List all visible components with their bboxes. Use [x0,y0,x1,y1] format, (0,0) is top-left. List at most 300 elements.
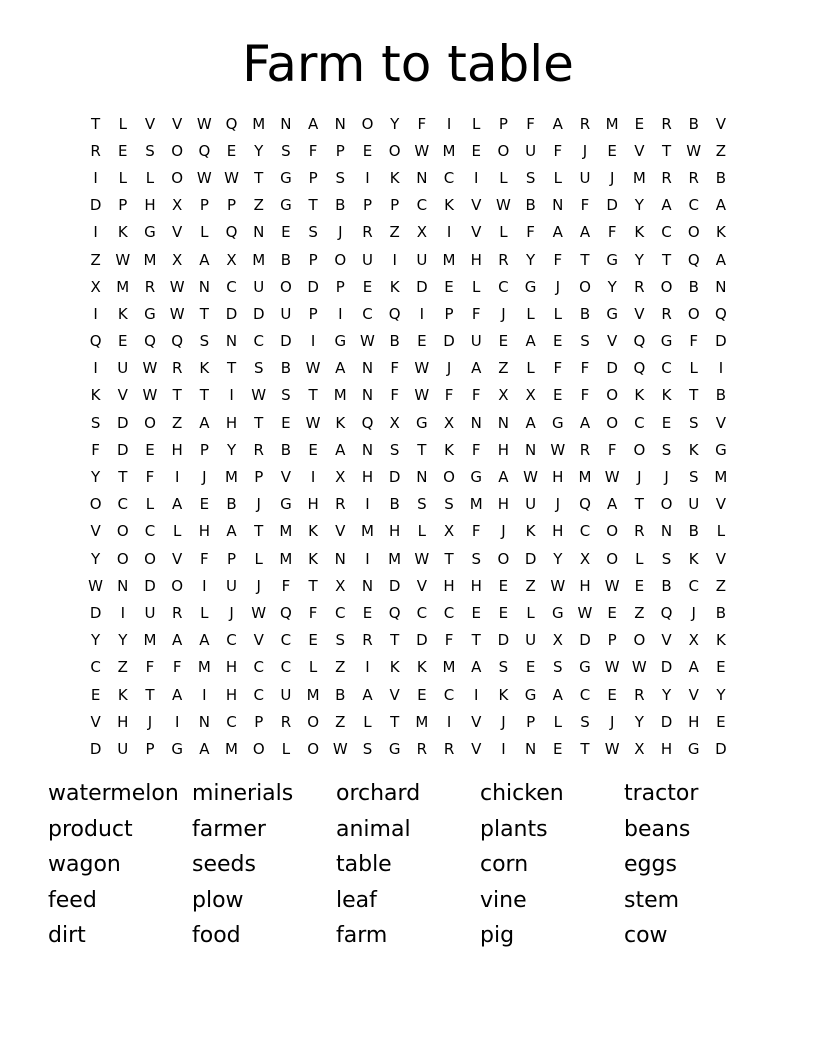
grid-letter[interactable]: O [579,277,591,296]
grid-letter[interactable]: A [498,468,509,487]
grid-letter[interactable]: Z [715,141,727,160]
grid-letter[interactable]: Y [254,141,264,160]
grid-letter[interactable]: L [145,168,155,187]
grid-letter[interactable]: O [89,495,102,514]
grid-letter[interactable]: K [688,440,699,459]
grid-letter[interactable]: D [660,658,673,677]
grid-letter[interactable]: Q [225,223,238,242]
grid-letter[interactable]: M [143,250,157,269]
grid-letter[interactable]: O [443,468,455,487]
grid-letter[interactable]: Y [661,685,672,704]
grid-letter[interactable]: S [335,631,346,650]
grid-letter[interactable]: O [606,386,619,405]
grid-letter[interactable]: T [145,685,155,704]
grid-letter[interactable]: M [415,712,429,731]
grid-letter[interactable]: I [392,250,397,269]
grid-letter[interactable]: C [90,658,101,677]
grid-letter[interactable]: G [334,332,347,351]
grid-letter[interactable]: B [280,359,292,378]
grid-letter[interactable]: Q [280,603,292,622]
grid-letter[interactable]: H [198,522,210,541]
grid-letter[interactable]: D [416,277,428,296]
grid-letter[interactable]: C [253,685,264,704]
grid-letter[interactable]: R [661,168,672,187]
grid-letter[interactable]: H [552,468,564,487]
grid-letter[interactable]: L [417,522,427,541]
grid-letter[interactable]: I [474,685,479,704]
grid-letter[interactable]: W [196,168,212,187]
grid-letter[interactable]: P [362,196,372,215]
grid-letter[interactable]: F [308,141,318,160]
grid-letter[interactable]: F [553,141,563,160]
grid-letter[interactable]: O [144,413,156,432]
grid-letter[interactable]: P [335,277,345,296]
grid-letter[interactable]: F [200,549,209,568]
grid-letter[interactable]: Z [172,413,183,432]
grid-letter[interactable]: M [442,141,456,160]
grid-letter[interactable]: N [225,332,238,351]
grid-letter[interactable]: J [338,223,343,242]
grid-letter[interactable]: L [145,495,155,514]
grid-letter[interactable]: T [390,712,400,731]
grid-letter[interactable]: R [661,304,672,323]
grid-letter[interactable]: T [199,386,209,405]
grid-letter[interactable]: O [334,250,347,269]
grid-letter[interactable]: S [444,495,454,514]
grid-letter[interactable]: V [172,223,183,242]
grid-letter[interactable]: P [390,196,400,215]
grid-letter[interactable]: Y [634,196,644,215]
grid-letter[interactable]: O [144,549,156,568]
grid-letter[interactable]: X [416,223,427,242]
grid-letter[interactable]: P [335,141,345,160]
grid-letter[interactable]: Q [89,332,102,351]
grid-letter[interactable]: H [171,440,183,459]
grid-letter[interactable]: T [308,196,318,215]
grid-letter[interactable]: E [498,332,509,351]
grid-letter[interactable]: S [281,141,291,160]
grid-letter[interactable]: H [497,495,510,514]
grid-letter[interactable]: I [365,658,370,677]
grid-letter[interactable]: N [198,277,210,296]
grid-letter[interactable]: M [252,250,266,269]
grid-letter[interactable]: J [691,603,696,622]
grid-letter[interactable]: L [526,603,535,622]
grid-letter[interactable]: M [442,658,456,677]
grid-letter[interactable]: O [171,576,184,595]
grid-letter[interactable]: Y [634,250,644,269]
grid-letter[interactable]: M [279,549,293,568]
grid-letter[interactable]: O [307,739,319,758]
grid-letter[interactable]: C [443,603,455,622]
grid-letter[interactable]: C [688,196,699,215]
grid-letter[interactable]: L [526,359,535,378]
grid-letter[interactable]: K [444,440,454,459]
grid-letter[interactable]: L [200,223,209,242]
grid-letter[interactable]: S [281,386,291,405]
grid-letter[interactable]: B [226,495,237,514]
grid-letter[interactable]: L [499,223,508,242]
grid-letter[interactable]: I [310,332,316,351]
grid-letter[interactable]: H [552,522,564,541]
grid-letter[interactable]: U [470,332,482,351]
grid-letter[interactable]: J [501,304,506,323]
grid-letter[interactable]: K [335,413,346,432]
grid-letter[interactable]: V [117,386,128,405]
grid-letter[interactable]: S [661,549,672,568]
grid-letter[interactable]: P [199,440,209,459]
grid-letter[interactable]: K [634,223,645,242]
grid-letter[interactable]: Z [525,576,536,595]
grid-letter[interactable]: Q [171,332,184,351]
grid-letter[interactable]: T [580,250,590,269]
grid-letter[interactable]: G [606,250,618,269]
grid-letter[interactable]: N [524,739,537,758]
grid-letter[interactable]: F [471,440,481,459]
grid-letter[interactable]: B [525,196,536,215]
grid-letter[interactable]: W [577,603,593,622]
grid-letter[interactable]: F [145,658,155,677]
grid-letter[interactable]: U [579,168,591,187]
grid-letter[interactable]: E [553,332,563,351]
grid-letter[interactable]: J [256,495,261,514]
grid-letter[interactable]: R [335,495,346,514]
grid-letter[interactable]: K [715,631,726,650]
grid-letter[interactable]: L [118,168,127,187]
grid-letter[interactable]: F [471,386,481,405]
grid-letter[interactable]: T [91,114,101,133]
grid-letter[interactable]: M [279,522,293,541]
grid-letter[interactable]: Y [526,250,536,269]
grid-letter[interactable]: L [363,712,372,731]
grid-letter[interactable]: W [550,576,566,595]
grid-letter[interactable]: E [417,332,427,351]
grid-letter[interactable]: C [443,168,455,187]
grid-letter[interactable]: H [497,440,510,459]
grid-letter[interactable]: W [169,277,185,296]
grid-letter[interactable]: L [499,168,508,187]
grid-letter[interactable]: V [634,304,645,323]
grid-letter[interactable]: F [417,114,427,133]
grid-letter[interactable]: O [687,223,700,242]
grid-letter[interactable]: T [199,304,209,323]
grid-letter[interactable]: Z [498,359,509,378]
grid-letter[interactable]: E [471,141,481,160]
grid-letter[interactable]: M [714,468,728,487]
grid-letter[interactable]: N [361,359,374,378]
grid-letter[interactable]: G [551,413,564,432]
grid-letter[interactable]: R [90,141,101,160]
grid-letter[interactable]: W [251,386,267,405]
grid-letter[interactable]: S [661,440,672,459]
grid-letter[interactable]: K [389,277,400,296]
grid-letter[interactable]: D [715,332,727,351]
grid-letter[interactable]: A [226,522,237,541]
grid-letter[interactable]: O [497,141,510,160]
grid-letter[interactable]: G [687,739,700,758]
grid-letter[interactable]: X [552,631,563,650]
grid-letter[interactable]: W [115,250,131,269]
grid-letter[interactable]: O [252,739,265,758]
grid-letter[interactable]: S [525,168,536,187]
grid-letter[interactable]: J [147,712,153,731]
grid-letter[interactable]: F [390,359,399,378]
grid-letter[interactable]: A [307,114,319,133]
grid-letter[interactable]: H [470,250,482,269]
grid-letter[interactable]: G [606,304,618,323]
grid-letter[interactable]: B [280,440,292,459]
grid-letter[interactable]: R [579,440,591,459]
grid-letter[interactable]: V [253,631,264,650]
grid-letter[interactable]: P [145,739,155,758]
grid-letter[interactable]: K [389,658,400,677]
grid-letter[interactable]: F [308,603,318,622]
grid-letter[interactable]: W [251,603,267,622]
grid-letter[interactable]: K [416,658,427,677]
grid-letter[interactable]: Q [660,603,673,622]
grid-letter[interactable]: B [579,304,591,323]
grid-letter[interactable]: X [335,576,346,595]
grid-letter[interactable]: C [579,522,591,541]
grid-letter[interactable]: D [606,359,618,378]
grid-letter[interactable]: N [552,196,564,215]
grid-letter[interactable]: B [715,603,727,622]
grid-letter[interactable]: V [90,712,101,731]
grid-letter[interactable]: V [335,522,346,541]
grid-letter[interactable]: B [661,576,672,595]
grid-letter[interactable]: I [310,468,316,487]
grid-letter[interactable]: I [174,712,180,731]
grid-letter[interactable]: S [199,332,210,351]
grid-letter[interactable]: D [606,196,618,215]
grid-letter[interactable]: U [416,250,428,269]
grid-letter[interactable]: G [715,440,727,459]
grid-letter[interactable]: W [414,141,430,160]
grid-letter[interactable]: F [281,576,291,595]
grid-letter[interactable]: M [252,114,266,133]
grid-letter[interactable]: B [715,168,727,187]
grid-letter[interactable]: A [172,495,183,514]
grid-letter[interactable]: Q [388,304,401,323]
grid-letter[interactable]: R [144,277,156,296]
grid-letter[interactable]: R [171,359,183,378]
grid-letter[interactable]: C [335,603,346,622]
grid-letter[interactable]: K [715,223,726,242]
grid-letter[interactable]: E [553,386,563,405]
grid-letter[interactable]: F [471,522,481,541]
grid-letter[interactable]: J [582,141,588,160]
grid-letter[interactable]: X [389,413,400,432]
grid-letter[interactable]: U [525,495,537,514]
grid-letter[interactable]: X [688,631,699,650]
grid-letter[interactable]: D [89,196,102,215]
grid-letter[interactable]: I [174,468,180,487]
grid-letter[interactable]: M [197,658,211,677]
grid-letter[interactable]: G [524,277,537,296]
grid-letter[interactable]: K [117,685,128,704]
grid-letter[interactable]: A [579,223,591,242]
grid-letter[interactable]: K [199,359,210,378]
grid-letter[interactable]: X [90,277,101,296]
grid-letter[interactable]: J [256,576,261,595]
grid-letter[interactable]: G [579,658,591,677]
grid-letter[interactable]: Q [144,332,156,351]
grid-letter[interactable]: E [444,277,454,296]
grid-letter[interactable]: E [634,114,645,133]
grid-letter[interactable]: L [526,304,535,323]
grid-letter[interactable]: V [715,549,727,568]
grid-letter[interactable]: E [199,495,210,514]
grid-letter[interactable]: V [471,196,482,215]
grid-letter[interactable]: C [117,495,129,514]
grid-letter[interactable]: D [117,440,129,459]
grid-letter[interactable]: W [169,304,185,323]
grid-letter[interactable]: A [199,413,210,432]
grid-letter[interactable]: R [688,168,699,187]
grid-letter[interactable]: P [444,304,454,323]
grid-letter[interactable]: W [604,658,620,677]
grid-letter[interactable]: V [471,223,482,242]
grid-letter[interactable]: E [716,658,726,677]
grid-letter[interactable]: F [580,196,590,215]
grid-letter[interactable]: V [280,468,292,487]
grid-letter[interactable]: R [171,603,183,622]
grid-letter[interactable]: Y [553,549,563,568]
grid-letter[interactable]: O [280,277,292,296]
grid-letter[interactable]: C [280,631,292,650]
grid-letter[interactable]: P [254,712,264,731]
grid-letter[interactable]: E [90,685,101,704]
grid-letter[interactable]: R [443,739,455,758]
grid-letter[interactable]: Z [117,658,128,677]
grid-letter[interactable]: U [361,250,373,269]
grid-letter[interactable]: O [633,631,646,650]
grid-letter[interactable]: O [171,168,184,187]
grid-letter[interactable]: P [118,196,128,215]
grid-letter[interactable]: W [142,359,158,378]
grid-letter[interactable]: I [446,712,452,731]
grid-letter[interactable]: K [688,549,699,568]
grid-letter[interactable]: F [145,468,155,487]
grid-letter[interactable]: L [716,522,726,541]
grid-letter[interactable]: C [579,685,591,704]
grid-letter[interactable]: S [90,413,101,432]
grid-letter[interactable]: H [660,739,673,758]
grid-letter[interactable]: Y [226,440,237,459]
grid-letter[interactable]: C [688,576,699,595]
grid-letter[interactable]: Q [198,141,211,160]
grid-letter[interactable]: I [419,304,425,323]
grid-letter[interactable]: S [580,332,590,351]
grid-letter[interactable]: Q [633,359,646,378]
grid-letter[interactable]: K [498,685,509,704]
grid-letter[interactable]: N [280,114,292,133]
grid-letter[interactable]: F [172,658,182,677]
grid-letter[interactable]: Q [687,250,700,269]
grid-letter[interactable]: S [389,440,400,459]
grid-letter[interactable]: R [416,739,428,758]
grid-letter[interactable]: R [362,631,373,650]
grid-letter[interactable]: C [226,631,237,650]
grid-letter[interactable]: N [334,114,346,133]
grid-letter[interactable]: E [281,223,291,242]
grid-letter[interactable]: D [660,712,673,731]
grid-letter[interactable]: I [501,739,506,758]
grid-letter[interactable]: P [308,304,318,323]
grid-letter[interactable]: V [172,114,183,133]
grid-letter[interactable]: E [362,603,373,622]
grid-letter[interactable]: S [253,359,264,378]
grid-letter[interactable]: T [444,549,454,568]
grid-letter[interactable]: N [334,549,346,568]
grid-letter[interactable]: G [171,739,183,758]
grid-letter[interactable]: V [634,141,645,160]
grid-letter[interactable]: R [362,223,373,242]
grid-letter[interactable]: U [525,141,537,160]
grid-letter[interactable]: S [688,468,699,487]
grid-letter[interactable]: D [497,631,510,650]
grid-letter[interactable]: O [606,522,619,541]
grid-letter[interactable]: N [416,468,428,487]
grid-letter[interactable]: P [308,168,318,187]
grid-letter[interactable]: W [604,739,620,758]
grid-letter[interactable]: X [443,413,455,432]
grid-letter[interactable]: D [388,468,401,487]
grid-letter[interactable]: S [417,495,427,514]
grid-letter[interactable]: M [225,739,238,758]
grid-letter[interactable]: R [498,250,509,269]
grid-letter[interactable]: C [416,603,428,622]
grid-letter[interactable]: A [471,658,482,677]
grid-letter[interactable]: P [227,549,237,568]
grid-letter[interactable]: L [200,603,209,622]
grid-letter[interactable]: D [715,739,727,758]
grid-letter[interactable]: A [552,223,563,242]
grid-letter[interactable]: G [144,304,156,323]
grid-letter[interactable]: H [144,196,156,215]
grid-letter[interactable]: C [226,277,237,296]
grid-letter[interactable]: E [308,440,318,459]
grid-letter[interactable]: C [498,277,509,296]
grid-letter[interactable]: R [280,712,292,731]
grid-letter[interactable]: B [335,685,346,704]
grid-letter[interactable]: B [688,522,699,541]
grid-letter[interactable]: B [715,386,727,405]
grid-letter[interactable]: E [607,685,617,704]
grid-letter[interactable]: T [308,576,318,595]
grid-letter[interactable]: O [687,304,700,323]
grid-letter[interactable]: P [526,712,536,731]
grid-letter[interactable]: Y [91,631,101,650]
grid-letter[interactable]: D [524,549,537,568]
grid-letter[interactable]: J [501,522,506,541]
grid-letter[interactable]: P [254,468,264,487]
grid-letter[interactable]: A [199,250,210,269]
grid-letter[interactable]: Z [253,196,264,215]
grid-letter[interactable]: F [526,114,535,133]
grid-letter[interactable]: V [90,522,101,541]
grid-letter[interactable]: H [688,712,700,731]
grid-letter[interactable]: F [607,223,617,242]
grid-letter[interactable]: C [661,359,672,378]
grid-letter[interactable]: E [607,603,617,622]
grid-letter[interactable]: K [661,386,672,405]
grid-letter[interactable]: W [224,168,239,187]
grid-letter[interactable]: W [305,359,321,378]
grid-letter[interactable]: J [555,495,560,514]
grid-letter[interactable]: G [551,603,564,622]
grid-letter[interactable]: K [308,522,319,541]
